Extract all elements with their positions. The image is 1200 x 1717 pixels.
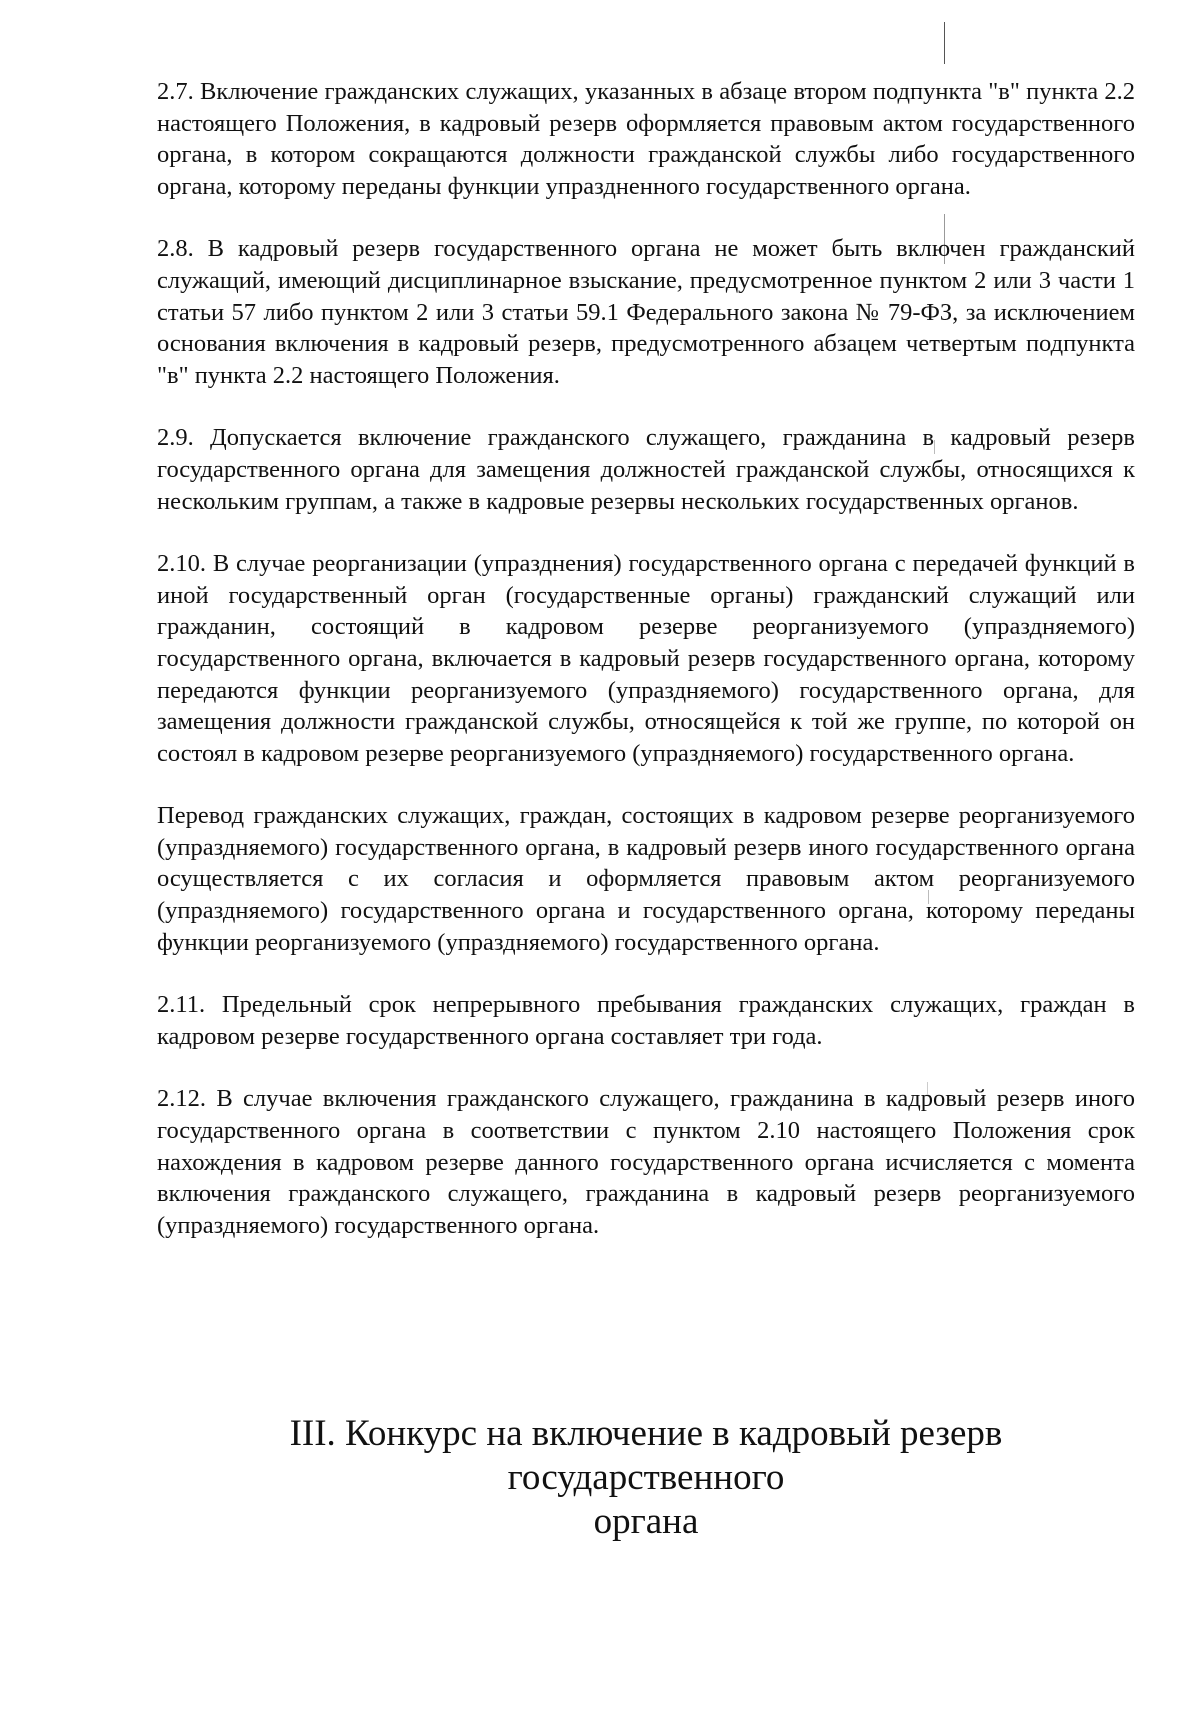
section-heading-line-1: III. Конкурс на включение в кадровый резерв государственного bbox=[289, 1413, 1003, 1498]
paragraph-2-12: 2.12. В случае включения гражданского служащего, гражданина в кадровый резерв иного государственного органа в соответствии с пунктом 2.10 настоящего Положения срок нахождения в кадровом резерве данного государственного органа исчисляется с момента включения гражданского служащего, гражданина в кадровый резерв реорганизуемого (упраздняемого) государственного органа. bbox=[157, 1085, 1135, 1239]
document-page bbox=[157, 76, 1135, 1241]
paragraph-2-10-transfer: Перевод гражданских служащих, граждан, состоящих в кадровом резерве реорганизуемого (упраздняемого) государственного органа, в кадровый резерв иного государственного органа осуществляется с их согласия и оформляется правовым актом реорганизуемого (упраздняемого) государственного органа и государственного органа, которому переданы функции реорганизуемого (упраздняемого) государственного органа. bbox=[157, 802, 1135, 956]
paragraph-2-7: 2.7. Включение гражданских служащих, указанных в абзаце втором подпункта "в" пункта 2.2 настоящего Положения, в кадровый резерв оформляется правовым актом государственного органа, в котором сокращаются должности гражданской службы либо государственного органа, которому переданы функции упраздненного государственного органа. bbox=[157, 78, 1135, 200]
paragraph-2-9: 2.9. Допускается включение гражданского служащего, гражданина в кадровый резерв государственного органа для замещения должностей гражданской службы, относящихся к нескольким группам, а также в кадровые резервы нескольких государственных органов. bbox=[157, 424, 1135, 515]
paragraph-2-8: 2.8. В кадровый резерв государственного органа не может быть включен гражданский служащий, имеющий дисциплинарное взыскание, предусмотренное пунктом 2 или 3 части 1 статьи 57 либо пунктом 2 или 3 статьи 59.1 Федерального закона № 79-ФЗ, за исключением основания включения в кадровый резерв, предусмотренного абзацем четвертым подпункта "в" пункта 2.2 настоящего Положения. bbox=[157, 235, 1135, 389]
section-heading bbox=[150, 1412, 1142, 1544]
paragraph-2-11: 2.11. Предельный срок непрерывного пребывания гражданских служащих, граждан в кадровом резерве государственного органа составляет три года. bbox=[157, 991, 1135, 1050]
section-heading-line-2: органа bbox=[593, 1501, 699, 1542]
scan-artifact-line bbox=[944, 22, 945, 64]
paragraph-2-10: 2.10. В случае реорганизации (упразднения) государственного органа с передачей функций в иной государственный орган (государственные органы) гражданский служащий или гражданин, состоящий в кадровом резерве реорганизуемого (упраздняемого) государственного органа, включается в кадровый резерв государственного органа, которому передаются функции реорганизуемого (упраздняемого) государственного органа, для замещения должности гражданской службы, относящейся к той же группе, по которой он состоял в кадровом резерве реорганизуемого (упраздняемого) государственного органа. bbox=[157, 550, 1135, 767]
